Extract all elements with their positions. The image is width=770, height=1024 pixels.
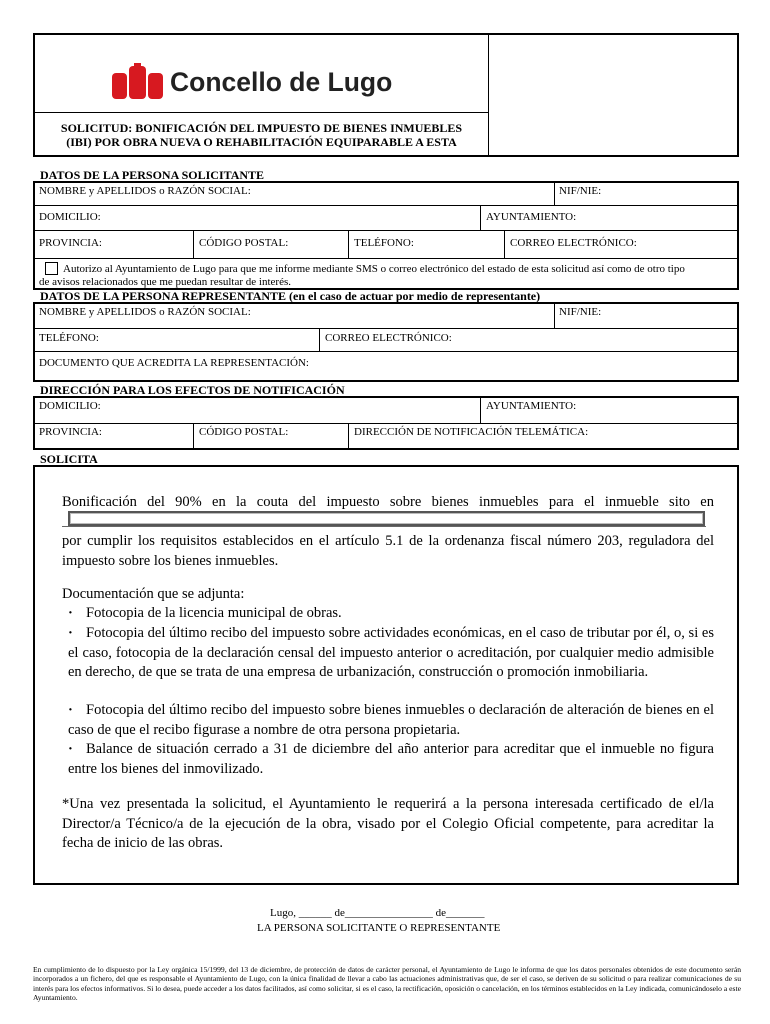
field-nif-solicitante[interactable]: NIF/NIE: — [559, 185, 602, 197]
field-ayuntamiento-solicitante[interactable]: AYUNTAMIENTO: — [486, 211, 577, 223]
bullet-text: Fotocopia del último recibo del impuesto sobre bienes inmuebles o declaración de alteración de bienes en el caso de que el recibo figurase a nombre de otra persona propietaria. — [68, 702, 714, 738]
bullet-dot-icon: · — [68, 741, 73, 757]
field-nombre-representante[interactable]: NOMBRE y APELLIDOS o RAZÓN SOCIAL: — [39, 306, 251, 318]
row-line — [34, 230, 738, 231]
lugo-logo-icon — [112, 63, 178, 101]
field-telefono-solicitante[interactable]: TELÉFONO: — [354, 237, 414, 249]
field-nombre-solicitante[interactable]: NOMBRE y APELLIDOS o RAZÓN SOCIAL: — [39, 185, 251, 197]
field-domicilio-notificacion[interactable]: DOMICILIO: — [39, 400, 101, 412]
autorizo-text-line1: Autorizo al Ayuntamiento de Lugo para que me informe mediante SMS o correo electrónico del estado de esta solicitud así como de otro tipo — [63, 263, 685, 275]
lugar-fecha[interactable]: Lugo, ______ de________________ de_______ — [270, 907, 485, 919]
field-nif-representante[interactable]: NIF/NIE: — [559, 306, 602, 318]
field-codigo-postal-notificacion[interactable]: CÓDIGO POSTAL: — [199, 426, 289, 438]
nota-text: *Una vez presentada la solicitud, el Ayuntamiento le requerirá a la persona interesada certificado de el/la Director/a Técnico/a de la ejecución de la obra, visado por el Colegio Oficial competente, para acreditar la fecha de inicio de las obras. — [62, 796, 714, 852]
row-line — [34, 205, 738, 206]
col-line — [348, 231, 349, 258]
logo-text: Concello de Lugo — [170, 67, 393, 97]
bullet-text: Balance de situación cerrado a 31 de diciembre del año anterior para acreditar que el inmueble no figura entre los bienes del inmovilizado. — [68, 741, 714, 777]
field-codigo-postal-solicitante[interactable]: CÓDIGO POSTAL: — [199, 237, 289, 249]
bonificacion-text-content: Bonificación del 90% en la couta del impuesto sobre bienes inmuebles para el inmueble sito en — [62, 494, 714, 510]
bullet-dot-icon: · — [68, 625, 73, 641]
inmueble-input[interactable] — [68, 511, 705, 526]
section-heading-solicitante: DATOS DE LA PERSONA SOLICITANTE — [40, 168, 265, 182]
header-divider-horizontal — [34, 112, 489, 113]
row-line — [34, 351, 738, 352]
field-telefono-representante[interactable]: TELÉFONO: — [39, 332, 99, 344]
autorizo-checkbox[interactable] — [45, 262, 58, 275]
col-line — [348, 424, 349, 449]
bullet-item — [68, 740, 714, 779]
section-heading-notificacion: DIRECCIÓN PARA LOS EFECTOS DE NOTIFICACIÓN — [40, 383, 345, 397]
documentacion-heading: Documentación que se adjunta: — [62, 586, 245, 602]
field-notificacion-telematica[interactable]: DIRECCIÓN DE NOTIFICACIÓN TELEMÁTICA: — [354, 426, 589, 438]
bullet-item — [68, 604, 714, 624]
bullet-item — [68, 701, 714, 740]
col-line — [480, 397, 481, 423]
logo — [112, 63, 412, 101]
field-correo-representante[interactable]: CORREO ELECTRÓNICO: — [325, 332, 452, 344]
bullet-text: Fotocopia del último recibo del impuesto sobre actividades económicas, en el caso de tributar por él, o, si es el caso, fotocopia de la declaración censal del impuesto anterior o acreditación, por cualquier medio admisible en derecho, de que se trata de una empresa de urbanización, construcción o promoción inmobiliaria. — [68, 625, 714, 681]
col-line — [554, 182, 555, 205]
col-line — [504, 231, 505, 258]
section-heading-solicita: SOLICITA — [40, 452, 98, 466]
bullet-dot-icon: · — [68, 605, 73, 621]
firmante-label: LA PERSONA SOLICITANTE O REPRESENTANTE — [257, 922, 501, 934]
row-line — [34, 423, 738, 424]
legal-notice: En cumplimiento de lo dispuesto por la Ley orgánica 15/1999, del 13 de diciembre, de protección de datos de carácter personal, el Ayuntamiento de Lugo le informa de que los datos personales obtenidos de este documento serán incorporados a un fichero, del que es responsable el Ayuntamiento de Lugo, con la única finalidad de llevar a cabo las actuaciones administrativas que, de ser el caso, se deriven de su solicitud o para realizar comunicaciones de su interés para los efectos informativos. Si lo desea, puede acceder a los datos facilitados, así como solicitar, si es el caso, la rectificación, oposición o cancelación, en los términos establecidos en la Ley indicada, comunicándoselo a este Ayuntamiento. — [33, 965, 741, 1003]
col-line — [480, 206, 481, 230]
bullet-dot-icon: · — [68, 702, 73, 718]
autorizo-text-line2: de avisos relacionados que me puedan resultar de interés. — [39, 276, 291, 288]
field-provincia-notificacion[interactable]: PROVINCIA: — [39, 426, 102, 438]
form-title — [34, 122, 489, 149]
col-line — [554, 303, 555, 328]
form-title-line1: SOLICITUD: BONIFICACIÓN DEL IMPUESTO DE BIENES INMUEBLES — [60, 121, 463, 135]
field-ayuntamiento-notificacion[interactable]: AYUNTAMIENTO: — [486, 400, 577, 412]
col-line — [193, 424, 194, 449]
row-line — [34, 328, 738, 329]
field-domicilio-solicitante[interactable]: DOMICILIO: — [39, 211, 101, 223]
col-line — [193, 231, 194, 258]
field-correo-solicitante[interactable]: CORREO ELECTRÓNICO: — [510, 237, 637, 249]
bullet-item — [68, 624, 714, 683]
form-title-line2: (IBI) POR OBRA NUEVA O REHABILITACIÓN EQUIPARABLE A ESTA — [66, 134, 457, 149]
section-heading-representante: DATOS DE LA PERSONA REPRESENTANTE (en el caso de actuar por medio de representante) — [40, 289, 541, 303]
row-line — [34, 258, 738, 259]
requisitos-text: por cumplir los requisitos establecidos en el artículo 5.1 de la ordenanza fiscal número 203, reguladora del impuesto sobre los bienes inmuebles. — [62, 533, 714, 569]
field-provincia-solicitante[interactable]: PROVINCIA: — [39, 237, 102, 249]
inmueble-underline — [62, 526, 706, 527]
bullet-text: Fotocopia de la licencia municipal de obras. — [86, 605, 342, 621]
field-documento-representacion[interactable]: DOCUMENTO QUE ACREDITA LA REPRESENTACIÓN: — [39, 357, 309, 369]
bonificacion-text — [62, 493, 714, 513]
col-line — [319, 329, 320, 351]
